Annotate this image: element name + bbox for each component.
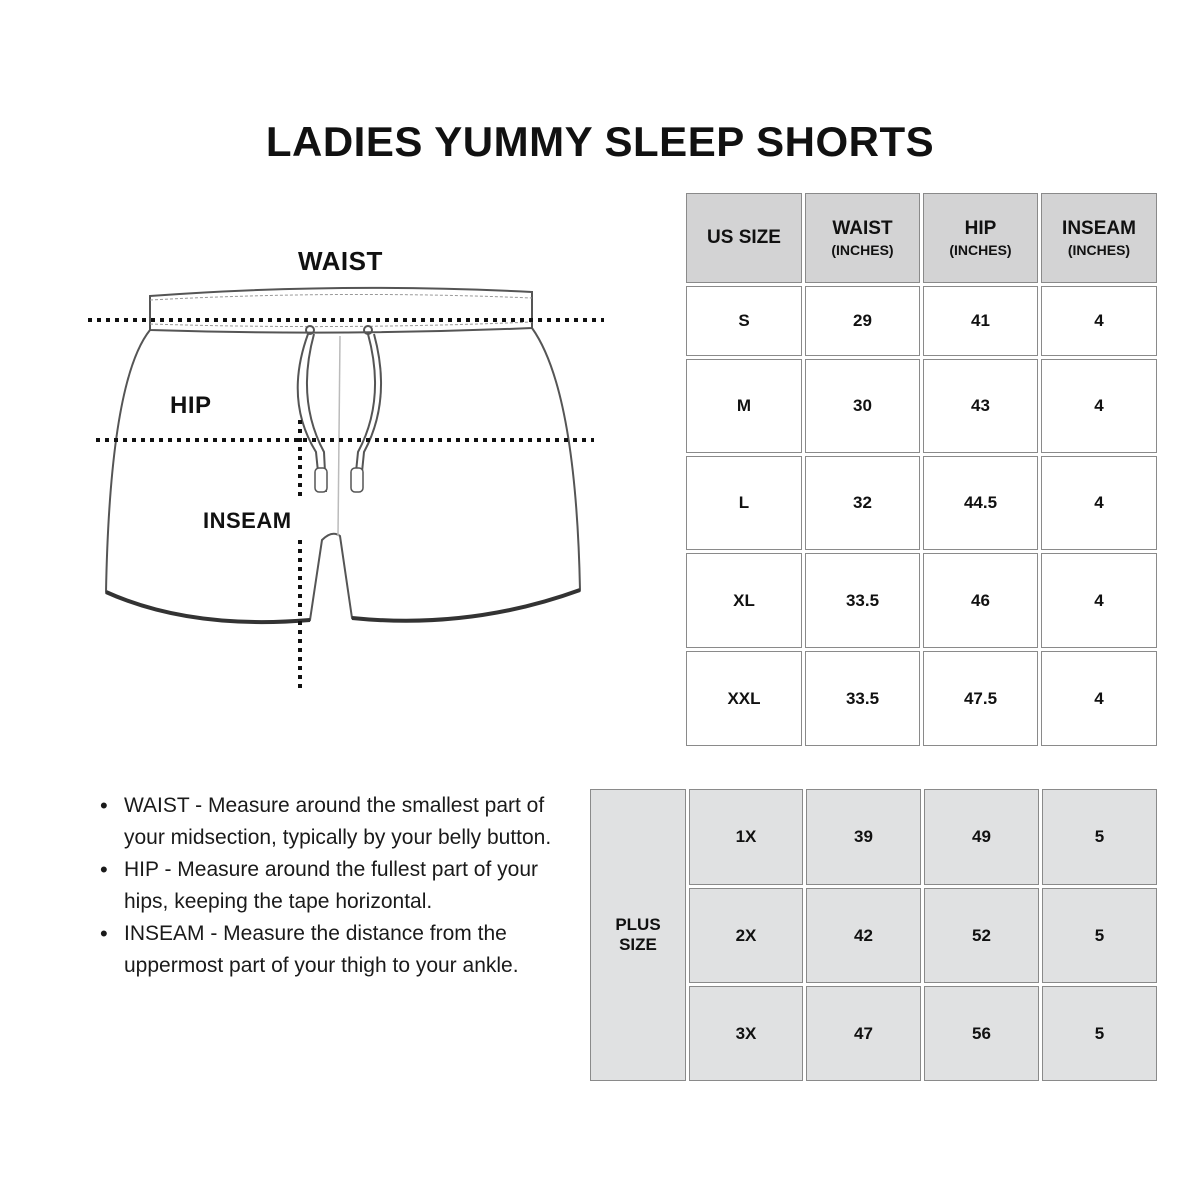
size-cell: 3X	[689, 986, 803, 1081]
waist-cell: 29	[805, 286, 920, 356]
header-us-size	[686, 193, 802, 283]
waist-cell: 30	[805, 359, 920, 453]
size-cell: XL	[686, 553, 802, 648]
inseam-cell: 4	[1041, 651, 1157, 746]
header-unit: (INCHES)	[949, 241, 1012, 258]
inseam-cell: 5	[1042, 986, 1157, 1081]
hip-cell: 41	[923, 286, 1038, 356]
hip-label: HIP	[170, 392, 212, 419]
size-cell: M	[686, 359, 802, 453]
header-label: INSEAM	[1062, 218, 1136, 240]
plus-label-line2: SIZE	[619, 935, 657, 954]
waist-cell: 33.5	[805, 651, 920, 746]
size-cell: 1X	[689, 789, 803, 885]
inseam-cell: 5	[1042, 789, 1157, 885]
plus-size-label	[590, 789, 686, 1081]
size-cell: 2X	[689, 888, 803, 983]
header-label: US SIZE	[707, 227, 781, 249]
inseam-cell: 4	[1041, 359, 1157, 453]
waist-cell: 39	[806, 789, 921, 885]
header-label: HIP	[964, 218, 997, 240]
note-inseam: • INSEAM - Measure the distance from the uppermost part of your thigh to your ankle.	[100, 918, 560, 982]
header-waist	[805, 193, 920, 283]
waist-cell: 33.5	[805, 553, 920, 648]
header-label: WAIST	[832, 218, 893, 240]
waist-cell: 47	[806, 986, 921, 1081]
size-cell: XXL	[686, 651, 802, 746]
waist-cell: 42	[806, 888, 921, 983]
hip-cell: 49	[924, 789, 1039, 885]
hip-cell: 44.5	[923, 456, 1038, 550]
inseam-cell: 4	[1041, 456, 1157, 550]
page-title: LADIES YUMMY SLEEP SHORTS	[265, 118, 935, 165]
inseam-cell: 4	[1041, 553, 1157, 648]
size-cell: L	[686, 456, 802, 550]
header-hip	[923, 193, 1038, 283]
inseam-cell: 4	[1041, 286, 1157, 356]
hip-cell: 46	[923, 553, 1038, 648]
header-unit: (INCHES)	[831, 241, 894, 258]
inseam-label: INSEAM	[203, 508, 292, 533]
inseam-cell: 5	[1042, 888, 1157, 983]
hip-cell: 43	[923, 359, 1038, 453]
measurement-notes	[100, 790, 560, 982]
measurement-diagram	[70, 230, 630, 710]
plus-label-line1: PLUS	[615, 915, 661, 935]
shorts-outline-icon	[70, 230, 630, 710]
header-unit: (INCHES)	[1067, 241, 1131, 258]
note-hip: • HIP - Measure around the fullest part of your hips, keeping the tape horizontal.	[100, 854, 560, 918]
size-cell: S	[686, 286, 802, 356]
hip-cell: 56	[924, 986, 1039, 1081]
hip-cell: 52	[924, 888, 1039, 983]
hip-cell: 47.5	[923, 651, 1038, 746]
waist-cell: 32	[805, 456, 920, 550]
waist-label: WAIST	[298, 246, 383, 276]
note-waist: • WAIST - Measure around the smallest part of your midsection, typically by your belly button.	[100, 790, 560, 854]
header-inseam	[1041, 193, 1157, 283]
